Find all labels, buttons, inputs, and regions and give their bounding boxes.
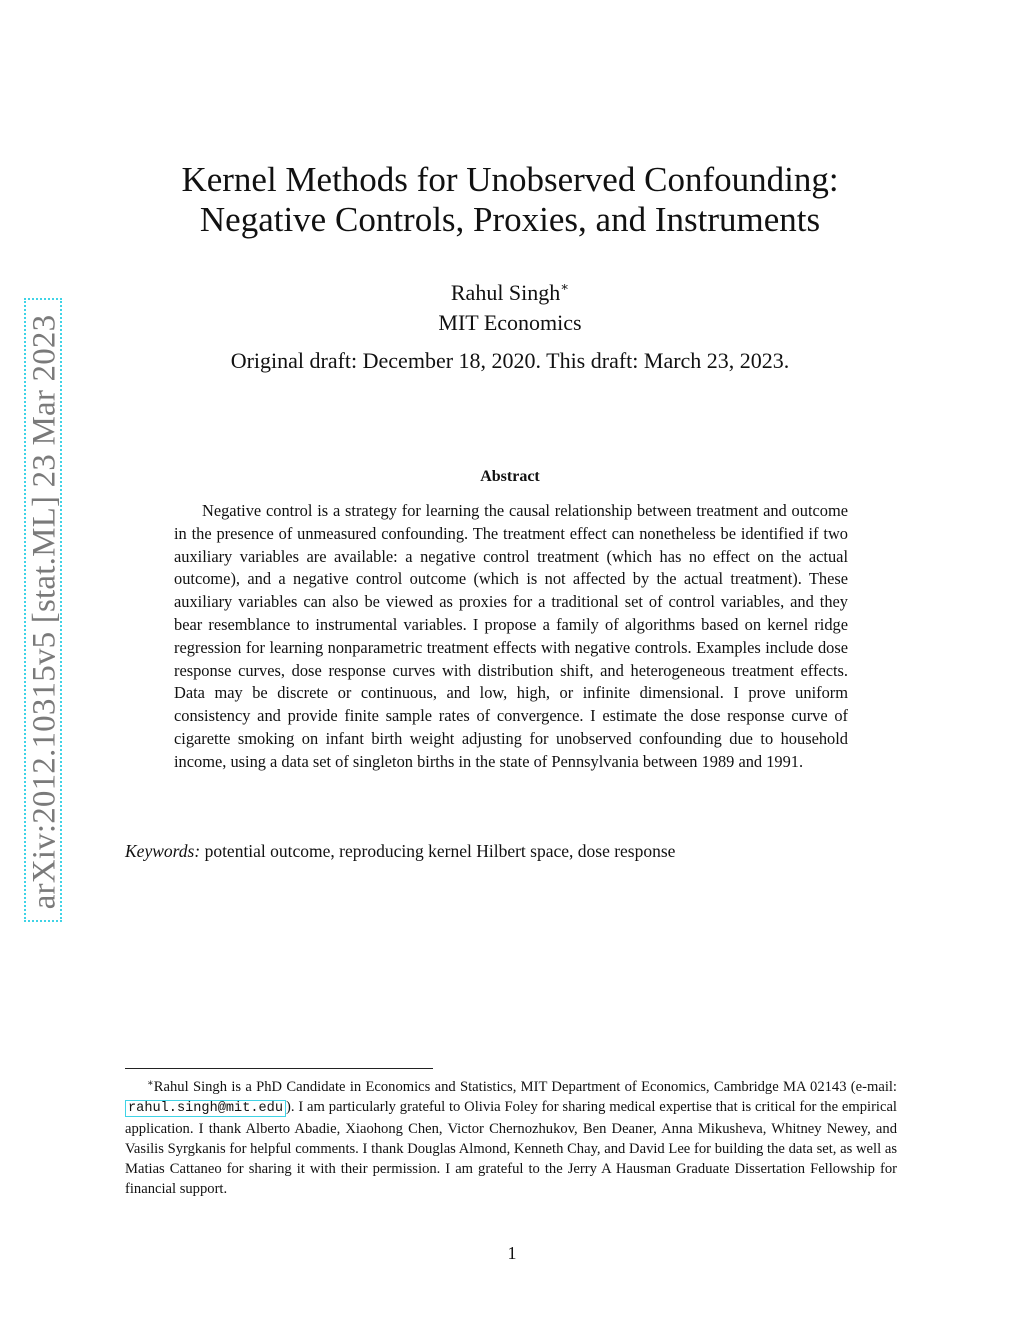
footnote-text-part-2: ). I am particularly grateful to Olivia Foley for sharing medical expertise that is critical for the empirical application. I thank Alberto Abadie, Xiaohong Chen, Victor Chernozhukov, Ben Deaner, Anna Mikusheva, Whitney Newey, and Vasilis Syrgkanis for helpful comments. I thank Douglas Almond, Kenneth Chay, and David Lee for building the data set, as well as Matias Cattaneo for sharing it with their permission. I am grateful to the Jerry A Hausman Graduate Dissertation Fellowship for financial support.	[125, 1099, 897, 1197]
arxiv-stamp[interactable]	[24, 298, 62, 922]
footnote-text-part-1: Rahul Singh is a PhD Candidate in Economics and Statistics, MIT Department of Economics, Cambridge MA 02143 (e-mail:	[153, 1079, 897, 1095]
paper-title	[100, 160, 920, 240]
author-affiliation: MIT Economics	[438, 310, 582, 335]
abstract-heading: Abstract	[480, 468, 540, 485]
author-footnote	[125, 1074, 897, 1199]
keywords-label: Keywords:	[125, 841, 201, 861]
draft-dates: Original draft: December 18, 2020. This draft: March 23, 2023.	[230, 348, 790, 373]
author-footnote-mark[interactable]: ∗	[560, 279, 570, 294]
page-number: 1	[507, 1243, 517, 1263]
keywords	[125, 839, 905, 863]
author-name-text: Rahul Singh	[450, 280, 561, 305]
title-line-1: Kernel Methods for Unobserved Confounding:	[181, 160, 839, 199]
keywords-text: potential outcome, reproducing kernel Hilbert space, dose response	[204, 841, 676, 861]
footnote-divider	[125, 1068, 433, 1069]
email-link[interactable]: rahul.singh@mit.edu	[125, 1100, 286, 1117]
abstract-body: Negative control is a strategy for learning the causal relationship between treatment and outcome in the presence of unmeasured confounding. The treatment effect can nonetheless be identified if two auxiliary variables are available: a negative control treatment (which has no effect on the actual outcome), and a negative control outcome (which is not affected by the actual treatment). These auxiliary variables can also be viewed as proxies for a traditional set of control variables, and they bear resemblance to instrumental variables. I propose a family of algorithms based on kernel ridge regression for learning nonparametric treatment effects with negative controls. Examples include dose response curves, dose response curves with distribution shift, and heterogeneous treatment effects. Data may be discrete or continuous, and low, high, or infinite dimensional. I prove uniform consistency and provide finite sample rates of convergence. I estimate the dose response curve of cigarette smoking on infant birth weight adjusting for unobserved confounding due to household income, using a data set of singleton births in the state of Pennsylvania between 1989 and 1991.	[174, 501, 848, 771]
author-name	[100, 272, 920, 308]
author-block	[100, 272, 920, 338]
title-line-2: Negative Controls, Proxies, and Instruments	[199, 200, 821, 239]
footnote-mark: ∗	[147, 1078, 154, 1089]
arxiv-stamp-label[interactable]: arXiv:2012.10315v5 [stat.ML] 23 Mar 2023	[26, 314, 63, 910]
